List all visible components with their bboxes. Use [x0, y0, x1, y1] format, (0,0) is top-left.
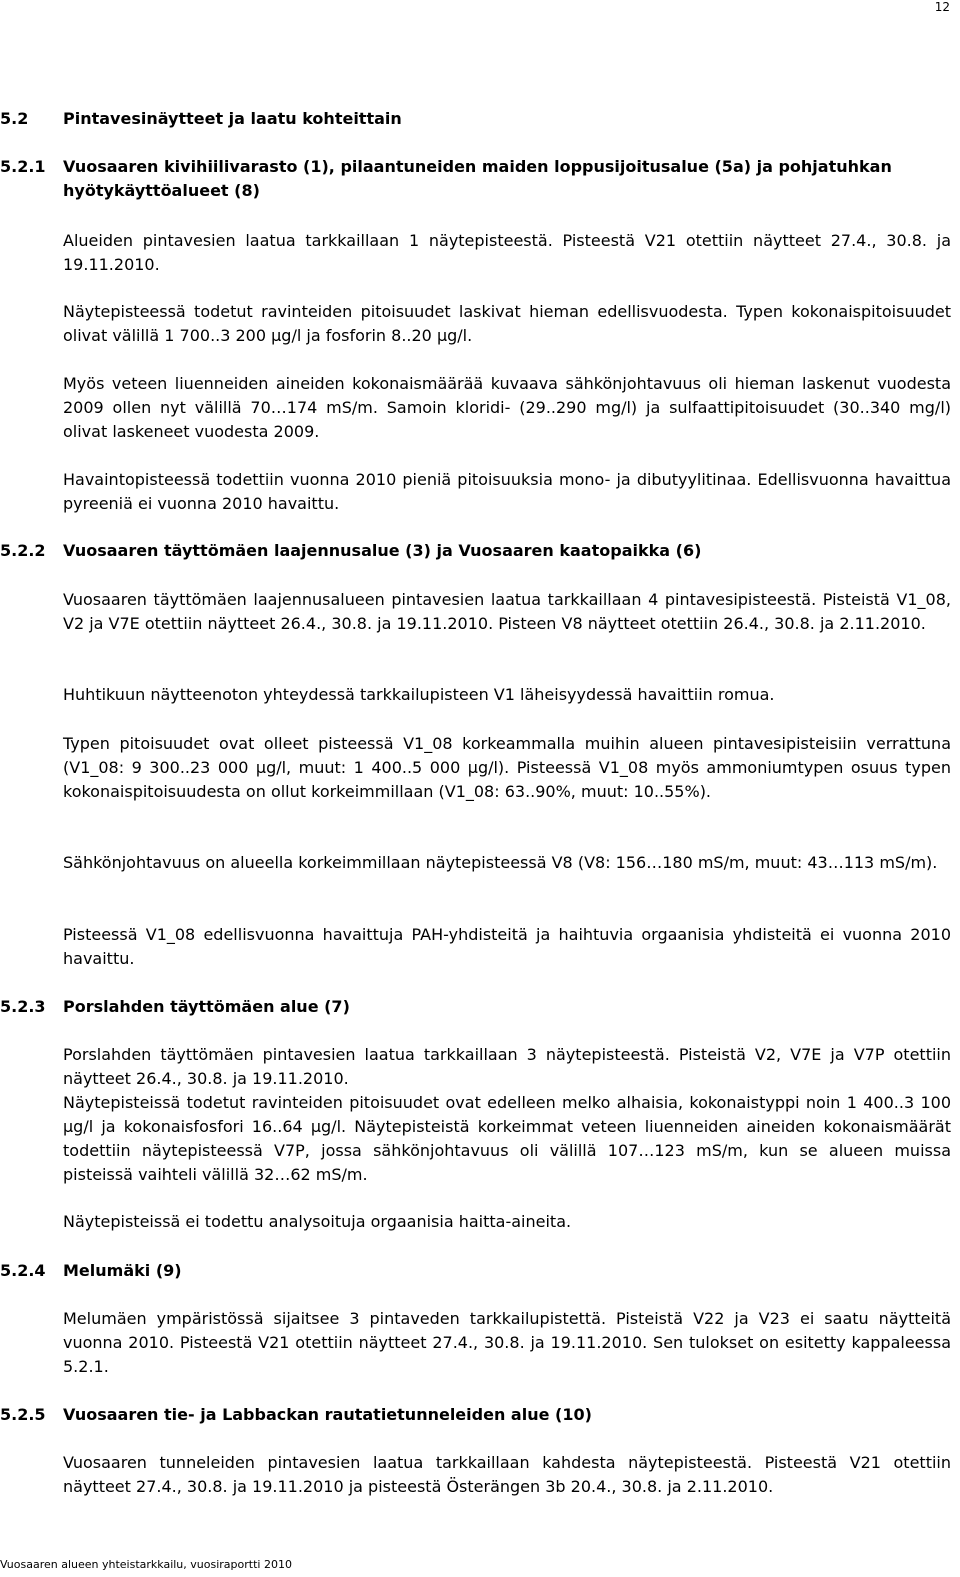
section-title: Porslahden täyttömäen alue (7) — [63, 997, 350, 1016]
paragraph: Myös veteen liuenneiden aineiden kokonaismäärää kuvaava sähkönjohtavuus oli hieman laskenut vuodesta 2009 ollen nyt välillä 70…174 mS/m. Samoin kloridi- (29..290 mg/l) ja sulfaattipitoisuudet (30..340 mg/l) olivat laskeneet vuodesta 2009. — [63, 374, 951, 441]
section-heading-5-2-3 — [0, 995, 955, 1019]
paragraph: Näytepisteissä ei todettu analysoituja orgaanisia haitta-aineita. — [63, 1212, 572, 1231]
paragraph: Huhtikuun näytteenoton yhteydessä tarkkailupisteen V1 läheisyydessä havaittiin romua. — [63, 685, 775, 704]
paragraph: Melumäen ympäristössä sijaitsee 3 pintaveden tarkkailupistettä. Pisteistä V22 ja V23 ei saatu näytteitä vuonna 2010. Pisteestä V21 otettiin näytteet 27.4., 30.8. ja 19.11.2010. Sen tulokset on esitetty kappaleessa 5.2.1. — [63, 1309, 951, 1376]
section-number: 5.2.4 — [0, 1261, 46, 1280]
paragraph: Porslahden täyttömäen pintavesien laatua tarkkaillaan 3 näytepisteestä. Pisteistä V2, V7E ja V7P otettiin näytteet 26.4., 30.8. ja 19.11.2010. — [63, 1045, 951, 1088]
paragraph: Vuosaaren tunneleiden pintavesien laatua tarkkaillaan kahdesta näytepisteestä. Pisteestä V21 otettiin näytteet 27.4., 30.8. ja 19.11.2010 ja pisteestä Österängen 3b 20.4., 30.8. ja 2.11.2010. — [63, 1453, 951, 1496]
paragraph: Vuosaaren täyttömäen laajennusalueen pintavesien laatua tarkkaillaan 4 pintavesipisteestä. Pisteistä V1_08, V2 ja V7E otettiin näytteet 26.4., 30.8. ja 19.11.2010. Pisteen V8 näytteet otettiin 26.4., 30.8. ja 2.11.2010. — [63, 590, 951, 633]
section-number: 5.2 — [0, 109, 29, 128]
section-heading-5-2-5 — [0, 1403, 955, 1427]
paragraph: Alueiden pintavesien laatua tarkkaillaan 1 näytepisteestä. Pisteestä V21 otettiin näytteet 27.4., 30.8. ja 19.11.2010. — [63, 231, 951, 274]
section-number: 5.2.1 — [0, 157, 46, 176]
section-number: 5.2.3 — [0, 997, 46, 1016]
paragraph: Typen pitoisuudet ovat olleet pisteessä V1_08 korkeammalla muihin alueen pintavesipisteisiin verrattuna (V1_08: 9 300..23 000 µg/l, muut: 1 400..5 000 µg/l). Pisteessä V1_08 myös ammoniumtypen osuus typen kokonaispitoisuudesta on ollut korkeimmillaan (V1_08: 63..90%, muut: 10..55%). — [63, 734, 951, 801]
paragraph: Sähkönjohtavuus on alueella korkeimmillaan näytepisteessä V8 (V8: 156…180 mS/m, muut: 43…113 mS/m). — [63, 853, 938, 872]
section-number: 5.2.5 — [0, 1405, 46, 1424]
section-title: Vuosaaren tie- ja Labbackan rautatietunneleiden alue (10) — [63, 1405, 592, 1424]
paragraph: Näytepisteessä todetut ravinteiden pitoisuudet laskivat hieman edellisvuodesta. Typen kokonaispitoisuudet olivat välillä 1 700..3 200 µg/l ja fosforin 8..20 µg/l. — [63, 302, 951, 345]
section-heading-5-2-2 — [0, 539, 955, 563]
section-heading-5-2-4 — [0, 1259, 955, 1283]
paragraph: Näytepisteissä todetut ravinteiden pitoisuudet ovat edelleen melko alhaisia, kokonaistyppi noin 1 400..3 100 µg/l ja kokonaisfosfori 16..64 µg/l. Näytepisteistä korkeimmat veteen liuenneiden aineiden kokonaismäärät todettiin näytepisteessä V7P, jossa sähkönjohtavuus oli välillä 107…123 mS/m, kun se alueen muissa pisteissä vaihteli välillä 32…62 mS/m. — [63, 1093, 951, 1184]
section-title: Vuosaaren täyttömäen laajennusalue (3) ja Vuosaaren kaatopaikka (6) — [63, 541, 702, 560]
page-footer: Vuosaaren alueen yhteistarkkailu, vuosiraportti 2010 — [0, 1558, 292, 1571]
section-title: Vuosaaren kivihiilivarasto (1), pilaantuneiden maiden loppusijoitusalue (5a) ja pohjatuhkan hyötykäyttöalueet (8) — [63, 157, 892, 200]
section-heading-5-2 — [0, 107, 955, 131]
section-title: Melumäki (9) — [63, 1261, 182, 1280]
paragraph: Pisteessä V1_08 edellisvuonna havaittuja PAH-yhdisteitä ja haihtuvia orgaanisia yhdisteitä ei vuonna 2010 havaittu. — [63, 925, 951, 968]
section-title: Pintavesinäytteet ja laatu kohteittain — [63, 109, 402, 128]
page-number: 12 — [934, 0, 950, 14]
section-heading-5-2-1 — [0, 155, 955, 203]
section-number: 5.2.2 — [0, 541, 46, 560]
paragraph: Havaintopisteessä todettiin vuonna 2010 pieniä pitoisuuksia mono- ja dibutyylitinaa. Edellisvuonna havaittua pyreeniä ei vuonna 2010 havaittu. — [63, 470, 951, 513]
